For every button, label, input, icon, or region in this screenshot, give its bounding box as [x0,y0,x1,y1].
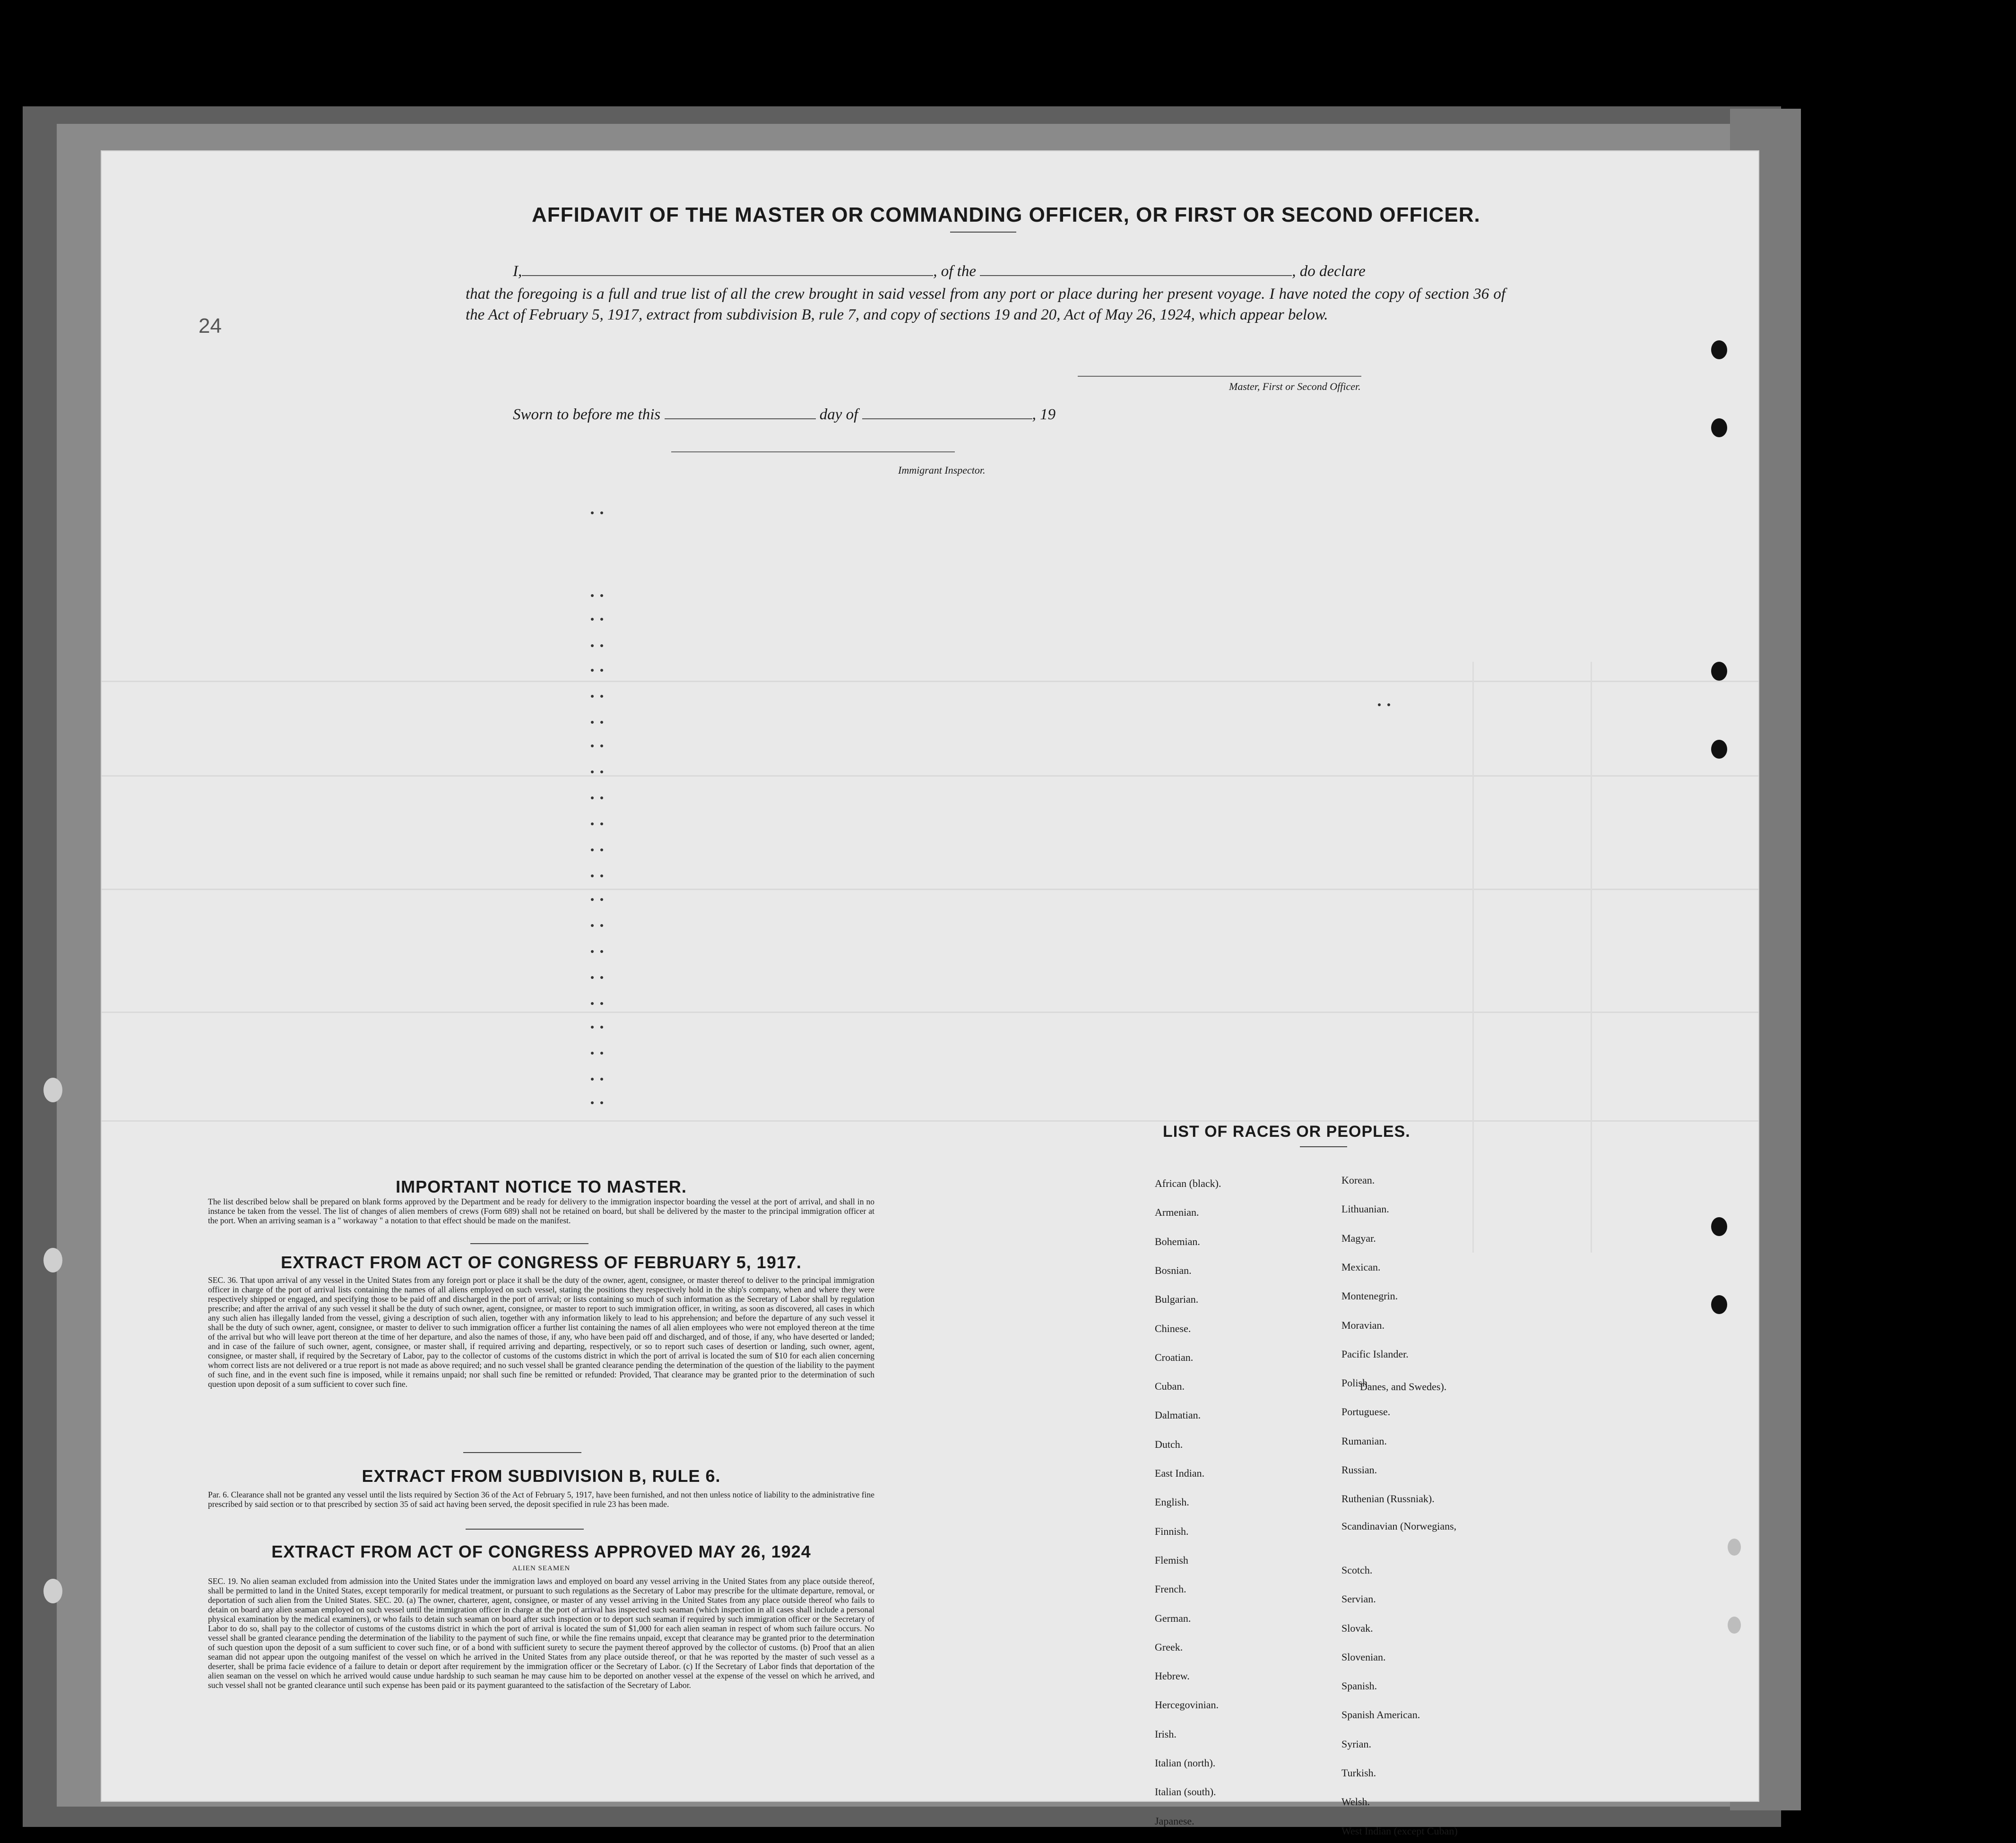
race-item: Slovak. [1341,1622,1373,1634]
section-divider [470,1243,588,1244]
extract-rule6-title: EXTRACT FROM SUBDIVISION B, RULE 6. [362,1466,721,1486]
race-item: Irish. [1155,1728,1177,1740]
race-item: Syrian. [1341,1738,1371,1750]
race-item: African (black). [1155,1177,1221,1189]
race-item: Ruthenian (Russniak). [1341,1493,1435,1505]
race-item: French. [1155,1583,1186,1595]
extract-1917-title: EXTRACT FROM ACT OF CONGRESS OF FEBRUARY 5, 1917. [281,1253,802,1272]
race-item: East Indian. [1155,1467,1205,1479]
race-item: Montenegrin. [1341,1290,1398,1302]
punch-hole [1728,1617,1741,1634]
binder-hole [43,1078,62,1102]
vessel-name-blank[interactable] [980,262,1292,276]
inspector-caption: Immigrant Inspector. [898,464,986,476]
race-item: Italian (north). [1155,1757,1216,1769]
race-item: Spanish American. [1341,1709,1420,1721]
race-item: Chinese. [1155,1323,1191,1334]
race-item: Cuban. [1155,1380,1185,1392]
race-item: Pacific Islander. [1341,1348,1409,1360]
binder-hole [43,1579,62,1603]
inspector-signature-line [671,451,955,452]
title-underline [950,232,1016,233]
race-item: Korean. [1341,1174,1375,1186]
master-signature-line [1078,376,1361,377]
affidavit-title: AFFIDAVIT OF THE MASTER OR COMMANDING OFFICER, OR FIRST OR SECOND OFFICER. [532,203,1480,226]
affidavit-body: that the foregoing is a full and true list of all the crew brought in said vessel from any port or place during her present voyage. I have noted the copy of section 36 of the Act of February 5, 1917, extract from subdivision B, rule 7, and copy of sections 19 and 20, Act of May 26, 1924, which appear below. [466,286,1506,323]
extract-1924-text: SEC. 19. No alien seaman excluded from admission into the United States under the immigration laws and employed on board any vessel arriving in the United States from any place outside thereof, shall be permitted to land in the United States, except temporarily for medical treatment, or pursuant to such regulations as the Secretary of Labor may prescribe for the ultimate departure, removal, or deportation of such alien from the United States. SEC. 20. (a) The owner, charterer, agent, consignee, or master of any vessel arriving in the United States from any place outside thereof who fails to detain on board any alien seaman employed on such vessel until the immigration officer in charge at the port of arrival has inspected such seaman (which inspection in all cases shall include a personal physical examination by the medical examiners), or who fails to detain such seaman on board after such inspection or to deport such seaman if required by such immigration officer or the Secretary of Labor to do so, shall pay to the collector of customs of the customs district in which the port of arrival is located the sum of $1,000 for each alien seaman in respect of whom such failure occurs. No vessel shall be granted clearance pending the determination of the liability to the payment of such fine, or while the fine remains unpaid, except that clearance may be granted prior to the determination of such question upon the deposit of a sum sufficient to cover such fine, or of a bond with sufficient surety to secure the payment thereof approved by the collector of customs. (b) Proof that an alien seaman did not appear upon the outgoing manifest of the vessel on which he arrived in the United States from any place outside thereof, or that he was reported by the master of such vessel as a deserter, shall be prima facie evidence of a failure to detain or deport after requirement by the immigration officer or the Secretary of Labor. (c) If the Secretary of Labor finds that deportation of the alien seaman on the vessel on which he arrived would cause undue hardship to such seaman he may cause him to be deported on another vessel at the expense of the vessel on which he arrived, and such vessel shall not be granted clearance until such expense has been paid or its payment guaranteed to the satisfaction of the Secretary of Labor. [208,1576,874,1690]
race-item: German. [1155,1612,1191,1624]
race-item: Magyar. [1341,1232,1376,1244]
affidavit-i-label: I, [513,263,522,280]
document-page [102,151,1758,1837]
race-item: Spanish. [1341,1680,1377,1692]
race-item: Lithuanian. [1341,1203,1389,1215]
section-divider [466,1529,584,1530]
sworn-prefix: Sworn to before me this [513,406,661,423]
race-item: Scotch. [1341,1564,1373,1576]
race-item: Bulgarian. [1155,1293,1199,1305]
race-item: Servian. [1341,1593,1376,1605]
race-item: Moravian. [1341,1319,1385,1331]
sworn-month-blank[interactable] [862,405,1032,419]
race-item: Italian (south). [1155,1786,1216,1798]
master-caption: Master, First or Second Officer. [1229,381,1361,392]
race-item: Turkish. [1341,1767,1376,1779]
punch-hole [1711,418,1727,437]
alien-seamen-subtitle: ALIEN SEAMEN [512,1565,571,1572]
race-item: Polish. [1341,1377,1370,1389]
notice-text: The list described below shall be prepared on blank forms approved by the Department and be ready for delivery to the immigration inspector boarding the vessel at the port of arrival, and shall in no instance be taken from the vessel. The list of changes of alien members of crews (Form 689) shall not be retained on board, but shall be delivered by the master to the principal immigration officer at the port. When an arriving seaman is a " workaway " a notation to that effect should be made on the manifest. [208,1197,874,1225]
race-item: Greek. [1155,1641,1183,1653]
races-title-underline [1300,1146,1347,1147]
race-item: Welsh. [1341,1796,1370,1808]
sworn-year: , 19 [1032,406,1056,423]
affidavit-of-the-label: , of the [933,263,976,280]
race-item: Armenian. [1155,1206,1199,1218]
sworn-line [513,404,1056,425]
binder-hole [43,1248,62,1272]
extract-1924-title: EXTRACT FROM ACT OF CONGRESS APPROVED MAY 26, 1924 [271,1542,811,1561]
race-item: Hercegovinian. [1155,1699,1219,1711]
race-item: Hebrew. [1155,1670,1190,1682]
punch-hole [1711,1217,1727,1236]
race-item: Portuguese. [1341,1406,1391,1418]
margin-number: 24 [199,314,222,337]
sworn-day-of: day of [819,406,858,423]
race-item: West Indian (except Cuban) [1341,1825,1458,1837]
race-item: Slovenian. [1341,1651,1386,1663]
section-divider [463,1452,581,1453]
race-item: Bosnian. [1155,1264,1192,1276]
punch-hole [1711,1295,1727,1314]
race-item: Dutch. [1155,1438,1183,1450]
race-item: Dalmatian. [1155,1409,1201,1421]
race-item: Finnish. [1155,1525,1189,1537]
race-item: Rumanian. [1341,1435,1387,1447]
punch-hole [1711,340,1727,359]
sworn-date-blank[interactable] [665,405,816,419]
notice-title: IMPORTANT NOTICE TO MASTER. [396,1177,687,1196]
master-name-blank[interactable] [522,262,933,276]
race-item: Flemish [1155,1554,1188,1566]
affidavit-line1 [513,261,1515,282]
punch-hole [1711,740,1727,759]
race-item: Scandinavian (Norwegians, [1341,1520,1457,1532]
race-item: Mexican. [1341,1261,1381,1273]
race-item: Bohemian. [1155,1236,1200,1247]
punch-hole [1711,662,1727,681]
races-title: LIST OF RACES OR PEOPLES. [1163,1123,1410,1141]
affidavit-declare-label: , do declare [1292,263,1366,280]
punch-hole [1728,1539,1741,1556]
extract-rule6-text: Par. 6. Clearance shall not be granted any vessel until the lists required by Section 36 of the Act of February 5, 1917, have been furnished, and not then unless notice of liability to the administrative fine prescribed by said section or to that prescribed by section 35 of said act having been served, the deposit specified in rule 23 has been made. [208,1490,874,1509]
extract-1917-text: SEC. 36. That upon arrival of any vessel in the United States from any foreign port or place it shall be the duty of the owner, agent, consignee, or master thereof to deliver to the principal immigration officer in charge of the port of arrival lists containing the names of all aliens employed on such vessel, stating the positions they respectively hold in the ship's company, when and where they were respectively shipped or engaged, and specifying those to be paid off and discharged in the port of arrival; or lists containing so much of such information as the Secretary of Labor shall by regulation prescribe; and after the arrival of any such vessel it shall be the duty of such owner, agent, consignee, or master to report to such immigration officer, in writing, as soon as discovered, all cases in which any such alien has illegally landed from the vessel, giving a description of such alien, together with any information likely to lead to his apprehension; and before the departure of any such vessel it shall be the duty of such owner, agent, consignee, or master to deliver to such immigration officer a further list containing the names of all alien employees who were not employed thereon at the time of the arrival but who will leave port thereon at the time of her departure, and also the names of those, if any, who have been paid off and discharged, and of those, if any, who have deserted or landed; and in case of the failure of such owner, agent, consignee, or master shall, if required arriving and departing, respectively, or so to report such cases of desertion or landing, such owner, agent, consignee, or master shall, if required by the Secretary of Labor, pay to the collector of customs of the customs district in which the port of arrival is located the sum of $10 for each alien concerning whom correct lists are not delivered or a true report is not made as above required; and no such vessel shall be granted clearance pending the determination of the question of the liability to the payment of such fine, and in the event such fine is imposed, while it remains unpaid; nor shall such fine be remitted or refunded: Provided, That clearance may be granted prior to the determination of such question upon deposit of a sum sufficient to cover such fine. [208,1275,874,1389]
race-item: English. [1155,1496,1189,1508]
race-item: Russian. [1341,1464,1377,1476]
race-item-continuation: Danes, and Swedes). [1360,1381,1447,1393]
race-item: Croatian. [1155,1351,1194,1363]
race-item: Japanese. [1155,1815,1194,1827]
